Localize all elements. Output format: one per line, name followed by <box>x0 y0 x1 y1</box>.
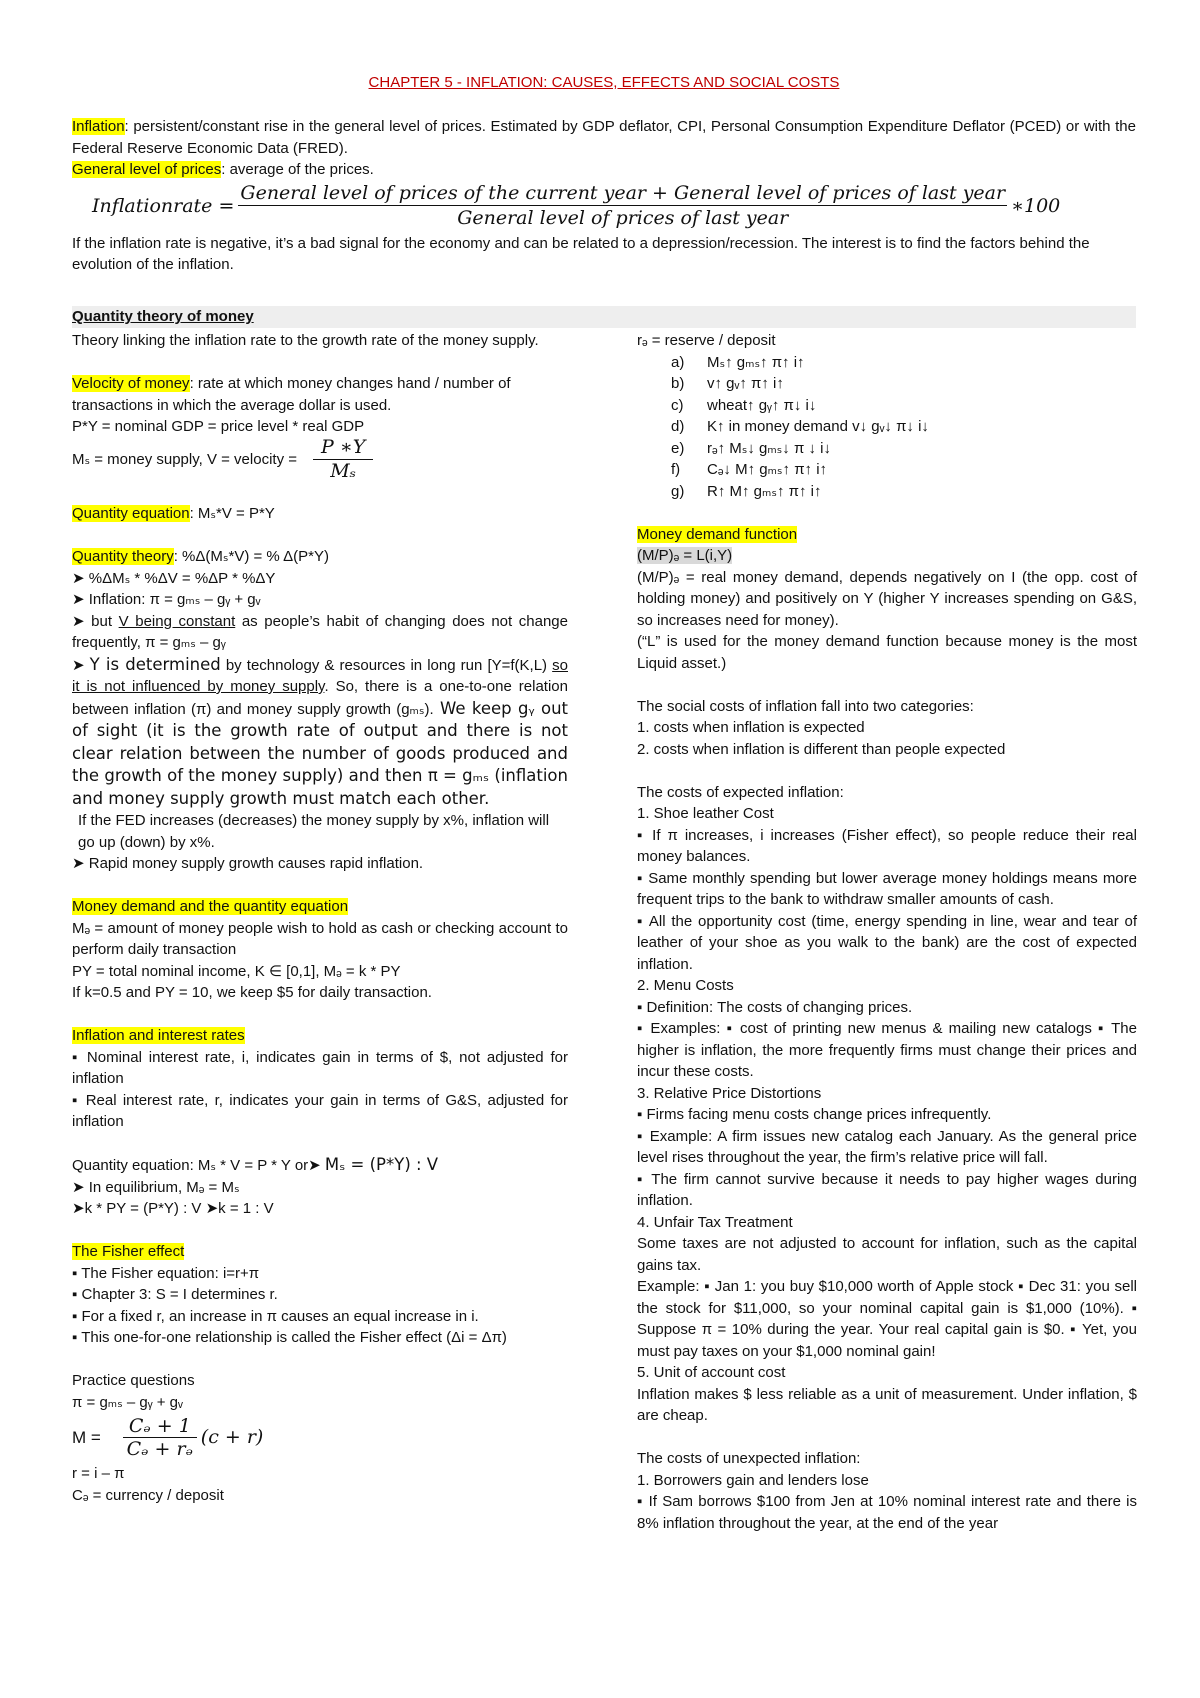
fe-line-4: ▪ This one-for-one relationship is called the Fisher effect (Δi = Δπ) <box>72 1329 507 1346</box>
glp-definition <box>72 159 1136 181</box>
fe-line-3: ▪ For a fixed r, an increase in π causes an equal increase in i. <box>72 1307 479 1325</box>
practice-r: r = i – π <box>72 1465 125 1482</box>
tax-heading: 4. Unfair Tax Treatment <box>637 1213 793 1231</box>
quantity-theory <box>72 546 568 568</box>
pq-tail: (c + r) <box>200 1426 264 1449</box>
fed-note: If the FED increases (decreases) the money supply by x%, inflation will go up (down) by x%. <box>78 812 550 851</box>
inflation-def-text: : persistent/constant rise in the general level of prices. Estimated by GDP deflator, CPI, Personal Consumption Expenditure Deflator (PCED) or with the Federal Reserve Economic Data (FRED). <box>72 118 1136 157</box>
qt-intro: Theory linking the inflation rate to the growth rate of the money supply. <box>72 332 539 349</box>
term-money-demand-function: Money demand function <box>637 525 798 543</box>
unit-account-heading: 5. Unit of account cost <box>637 1364 786 1381</box>
pq-fraction <box>123 1416 197 1461</box>
glp-def-text: : average of the prices. <box>221 161 374 178</box>
shock-list <box>637 352 1137 503</box>
money-supply-line <box>72 438 568 482</box>
velocity-definition <box>72 373 568 416</box>
shoe-leather-heading: 1. Shoe leather Cost <box>637 805 774 822</box>
inflation-rate-formula <box>92 181 1136 231</box>
shock-item-key: e) <box>671 439 685 457</box>
velocity-numerator: P ∗Y <box>313 437 373 460</box>
relative-price-2: ▪ Example: A firm issues new catalog each January. As the general price level rises throughout the year, the firm’s relative price will fall. <box>637 1127 1137 1166</box>
borrowers-1: ▪ If Sam borrows $100 from Jen at 10% nominal interest rate and there is 8% inflation throughout the year, at the end of the year <box>637 1493 1137 1532</box>
bullet-y-determined <box>72 654 568 811</box>
md-line-1: Mₔ = amount of money people wish to hold as cash or checking account to perform daily transaction <box>72 919 568 958</box>
borrowers-heading: 1. Borrowers gain and lenders lose <box>637 1471 869 1489</box>
unit-account-1: Inflation makes $ less reliable as a unit of measurement. Under inflation, $ are cheap. <box>637 1385 1137 1424</box>
intro-block <box>72 116 1136 276</box>
shock-item <box>671 352 1137 374</box>
section-band <box>72 306 1136 328</box>
term-quantity-equation: Quantity equation <box>72 505 190 522</box>
tax-1: Some taxes are not adjusted to account for inflation, such as the capital gains tax. <box>637 1235 1137 1274</box>
qe2-line-2: ➤ In equilibrium, Mₔ = Mₛ <box>72 1178 240 1196</box>
shock-item-text: v↑ gᵥ↑ π↑ i↑ <box>707 375 784 392</box>
nominal-gdp-line: P*Y = nominal GDP = price level * real GDP <box>72 418 365 435</box>
shock-item-text: K↑ in money demand v↓ gᵥ↓ π↓ i↓ <box>707 418 929 435</box>
relative-price-1: ▪ Firms facing menu costs change prices infrequently. <box>637 1106 992 1123</box>
b4-b: by technology & resources in long run [Y=f(K,L) <box>220 656 553 674</box>
shoe-leather-1: ▪ If π increases, i increases (Fisher effect), so people reduce their real money balances. <box>637 826 1137 865</box>
b4-big: Y is determined <box>89 654 221 674</box>
b4-d: We keep gᵧ out of sight (it is the growth rate of output and there is not clear relation between the number of goods produced and the growth of the money supply) and then π = gₘₛ (inflation and money supply growth must match each other. <box>72 698 569 808</box>
shock-item <box>671 438 1137 460</box>
shock-item-key: g) <box>671 482 685 500</box>
shock-item-text: Mₛ↑ gₘₛ↑ π↑ i↑ <box>707 353 805 371</box>
menu-costs-2: ▪ Examples: ▪ cost of printing new menus & mailing new catalogs ▪ The higher is inflation, the more frequently firms must change their prices and incur these costs. <box>637 1020 1137 1080</box>
shock-item-key: f) <box>671 461 681 478</box>
section-header: Quantity theory of money <box>72 308 254 325</box>
shock-item-key: b) <box>671 375 685 392</box>
qe2-1a: Quantity equation: Mₛ * V = P * Y or➤ <box>72 1157 325 1174</box>
shock-item <box>671 416 1137 438</box>
mdf-explain: (M/P)ₔ = real money demand, depends negatively on I (the opp. cost of holding money) and positively on Y (higher Y increases spending on G&S, so increases need for money). <box>637 568 1137 629</box>
negative-inflation-note: If the inflation rate is negative, it’s a bad signal for the economy and can be related to a depression/recession. The interest is to find the factors behind the evolution of the inflation. <box>72 234 1090 273</box>
left-column <box>72 330 568 1506</box>
shock-item <box>671 459 1137 481</box>
shock-item-key: a) <box>671 353 685 371</box>
right-column <box>637 330 1137 1534</box>
shock-item-text: rₔ↑ Mₛ↓ gₘₛ↓ π ↓ i↓ <box>707 439 831 457</box>
bullet-growth: ➤ %ΔMₛ * %ΔV = %ΔP * %ΔY <box>72 569 276 587</box>
mdf-liquid-note: (“L” is used for the money demand function because money is the most Liquid asset.) <box>637 633 1137 672</box>
mdf-equation: (M/P)ₔ = L(i,Y) <box>637 547 733 564</box>
md-line-2: PY = total nominal income, K ∈ [0,1], Mₔ = k * PY <box>72 962 401 980</box>
term-fisher-effect: The Fisher effect <box>72 1243 185 1260</box>
menu-costs-1: ▪ Definition: The costs of changing prices. <box>637 998 913 1016</box>
pq-m: M = <box>72 1428 101 1448</box>
shock-item-key: c) <box>671 396 684 414</box>
relative-price-heading: 3. Relative Price Distortions <box>637 1084 822 1102</box>
bullet-inflation: ➤ Inflation: π = gₘₛ – gᵧ + gᵥ <box>72 591 261 608</box>
velocity-def: : rate at which money changes hand / number of transactions in which the average dollar is used. <box>72 375 511 414</box>
social-cost-2: 2. costs when inflation is different than people expected <box>637 740 1006 758</box>
social-cost-1: 1. costs when inflation is expected <box>637 719 865 736</box>
shock-item-key: d) <box>671 418 685 435</box>
term-glp: General level of prices <box>72 161 222 178</box>
social-costs-intro: The social costs of inflation fall into two categories: <box>637 697 974 715</box>
shoe-leather-3: ▪ All the opportunity cost (time, energy spending in line, wear and tear of leather of your shoe as you walk to the bank) are the cost of expected inflation. <box>637 912 1137 973</box>
pq-denominator: Cₔ + rₔ <box>126 1438 193 1460</box>
relative-price-3: ▪ The firm cannot survive because it needs to pay higher wages during inflation. <box>637 1170 1137 1209</box>
shock-item <box>671 481 1137 503</box>
menu-costs-heading: 2. Menu Costs <box>637 977 734 994</box>
ir-real: ▪ Real interest rate, r, indicates your gain in terms of G&S, adjusted for inflation <box>72 1091 568 1130</box>
shoe-leather-2: ▪ Same monthly spending but lower average money holdings means more frequent trips to the bank to withdraw smaller amounts of cash. <box>637 869 1137 908</box>
chapter-title: CHAPTER 5 - INFLATION: CAUSES, EFFECTS AND SOCIAL COSTS <box>368 74 840 91</box>
formula-lhs: Inflationrate = <box>92 194 235 217</box>
qe2-line-1 <box>72 1154 568 1177</box>
term-interest-rates: Inflation and interest rates <box>72 1027 245 1044</box>
shock-item-text: wheat↑ gᵧ↑ π↓ i↓ <box>707 396 817 414</box>
expected-costs-title: The costs of expected inflation: <box>637 783 844 801</box>
qth-def: : %Δ(Mₛ*V) = % Δ(P*Y) <box>173 548 329 565</box>
ir-nominal: ▪ Nominal interest rate, i, indicates gain in terms of $, not adjusted for inflation <box>72 1048 568 1087</box>
formula-fraction <box>238 182 1007 229</box>
b3-underlined: V being constant <box>118 612 236 630</box>
term-money-demand: Money demand and the quantity equation <box>72 898 349 915</box>
b3-a: ➤ but <box>72 612 119 630</box>
qe2-1b: Mₛ = (P*Y) : V <box>324 1155 439 1174</box>
formula-denominator: General level of prices of last year <box>457 207 789 229</box>
md-line-3: If k=0.5 and PY = 10, we keep $5 for daily transaction. <box>72 984 432 1001</box>
reserve-deposit: rₔ = reserve / deposit <box>637 332 776 349</box>
term-velocity: Velocity of money <box>72 375 190 392</box>
practice-cd: Cₔ = currency / deposit <box>72 1486 224 1504</box>
formula-numerator: General level of prices of the current year + General level of prices of last year <box>240 182 1006 204</box>
velocity-fraction <box>313 437 373 482</box>
practice-title: Practice questions <box>72 1372 195 1389</box>
qe-def: : Mₛ*V = P*Y <box>189 505 275 522</box>
shock-item <box>671 373 1137 395</box>
b4-a: ➤ <box>72 656 90 674</box>
fe-line-2: ▪ Chapter 3: S = I determines r. <box>72 1286 278 1303</box>
b4-underlined: so it is not influenced by money supply <box>72 656 568 695</box>
bullet-v-constant <box>72 611 568 654</box>
term-inflation: Inflation <box>72 118 125 135</box>
practice-eq-1: π = gₘₛ – gᵧ + gᵥ <box>72 1393 183 1411</box>
shock-item <box>671 395 1137 417</box>
tax-example: Example: ▪ Jan 1: you buy $10,000 worth of Apple stock ▪ Dec 31: you sell the stock for $11,000, so your nominal capital gain is $1,000 (10%). ▪ Suppose π = 10% during the year. Your real capital gain is $0. ▪ Yet, you must pay taxes on your $1,000 nominal gain! <box>637 1278 1137 1360</box>
qe2-line-3: ➤k * PY = (P*Y) : V ➤k = 1 : V <box>72 1200 274 1217</box>
b3-b: as people’s habit of changing does not change frequently, π = gₘₛ – gᵧ <box>72 612 568 651</box>
practice-m-formula <box>72 1413 568 1463</box>
shock-item-text: R↑ M↑ gₘₛ↑ π↑ i↑ <box>707 482 822 500</box>
fe-line-1: ▪ The Fisher equation: i=r+π <box>72 1264 260 1282</box>
pq-numerator: Cₔ + 1 <box>123 1416 197 1439</box>
inflation-definition <box>72 116 1136 159</box>
b4-c: . So, there is a one-to-one relation between inflation (π) and money supply growth (gₘₛ). <box>72 678 568 718</box>
velocity-denominator: Mₛ <box>330 459 357 482</box>
quantity-equation <box>72 503 568 525</box>
ms-text: Mₛ = money supply, V = velocity = <box>72 450 297 468</box>
formula-rhs: ∗100 <box>1011 194 1061 217</box>
unexpected-costs-title: The costs of unexpected inflation: <box>637 1450 861 1467</box>
rapid-growth-note: ➤ Rapid money supply growth causes rapid inflation. <box>72 855 424 872</box>
term-quantity-theory: Quantity theory <box>72 548 174 565</box>
shock-item-text: Cₔ↓ M↑ gₘₛ↑ π↑ i↑ <box>707 461 828 478</box>
